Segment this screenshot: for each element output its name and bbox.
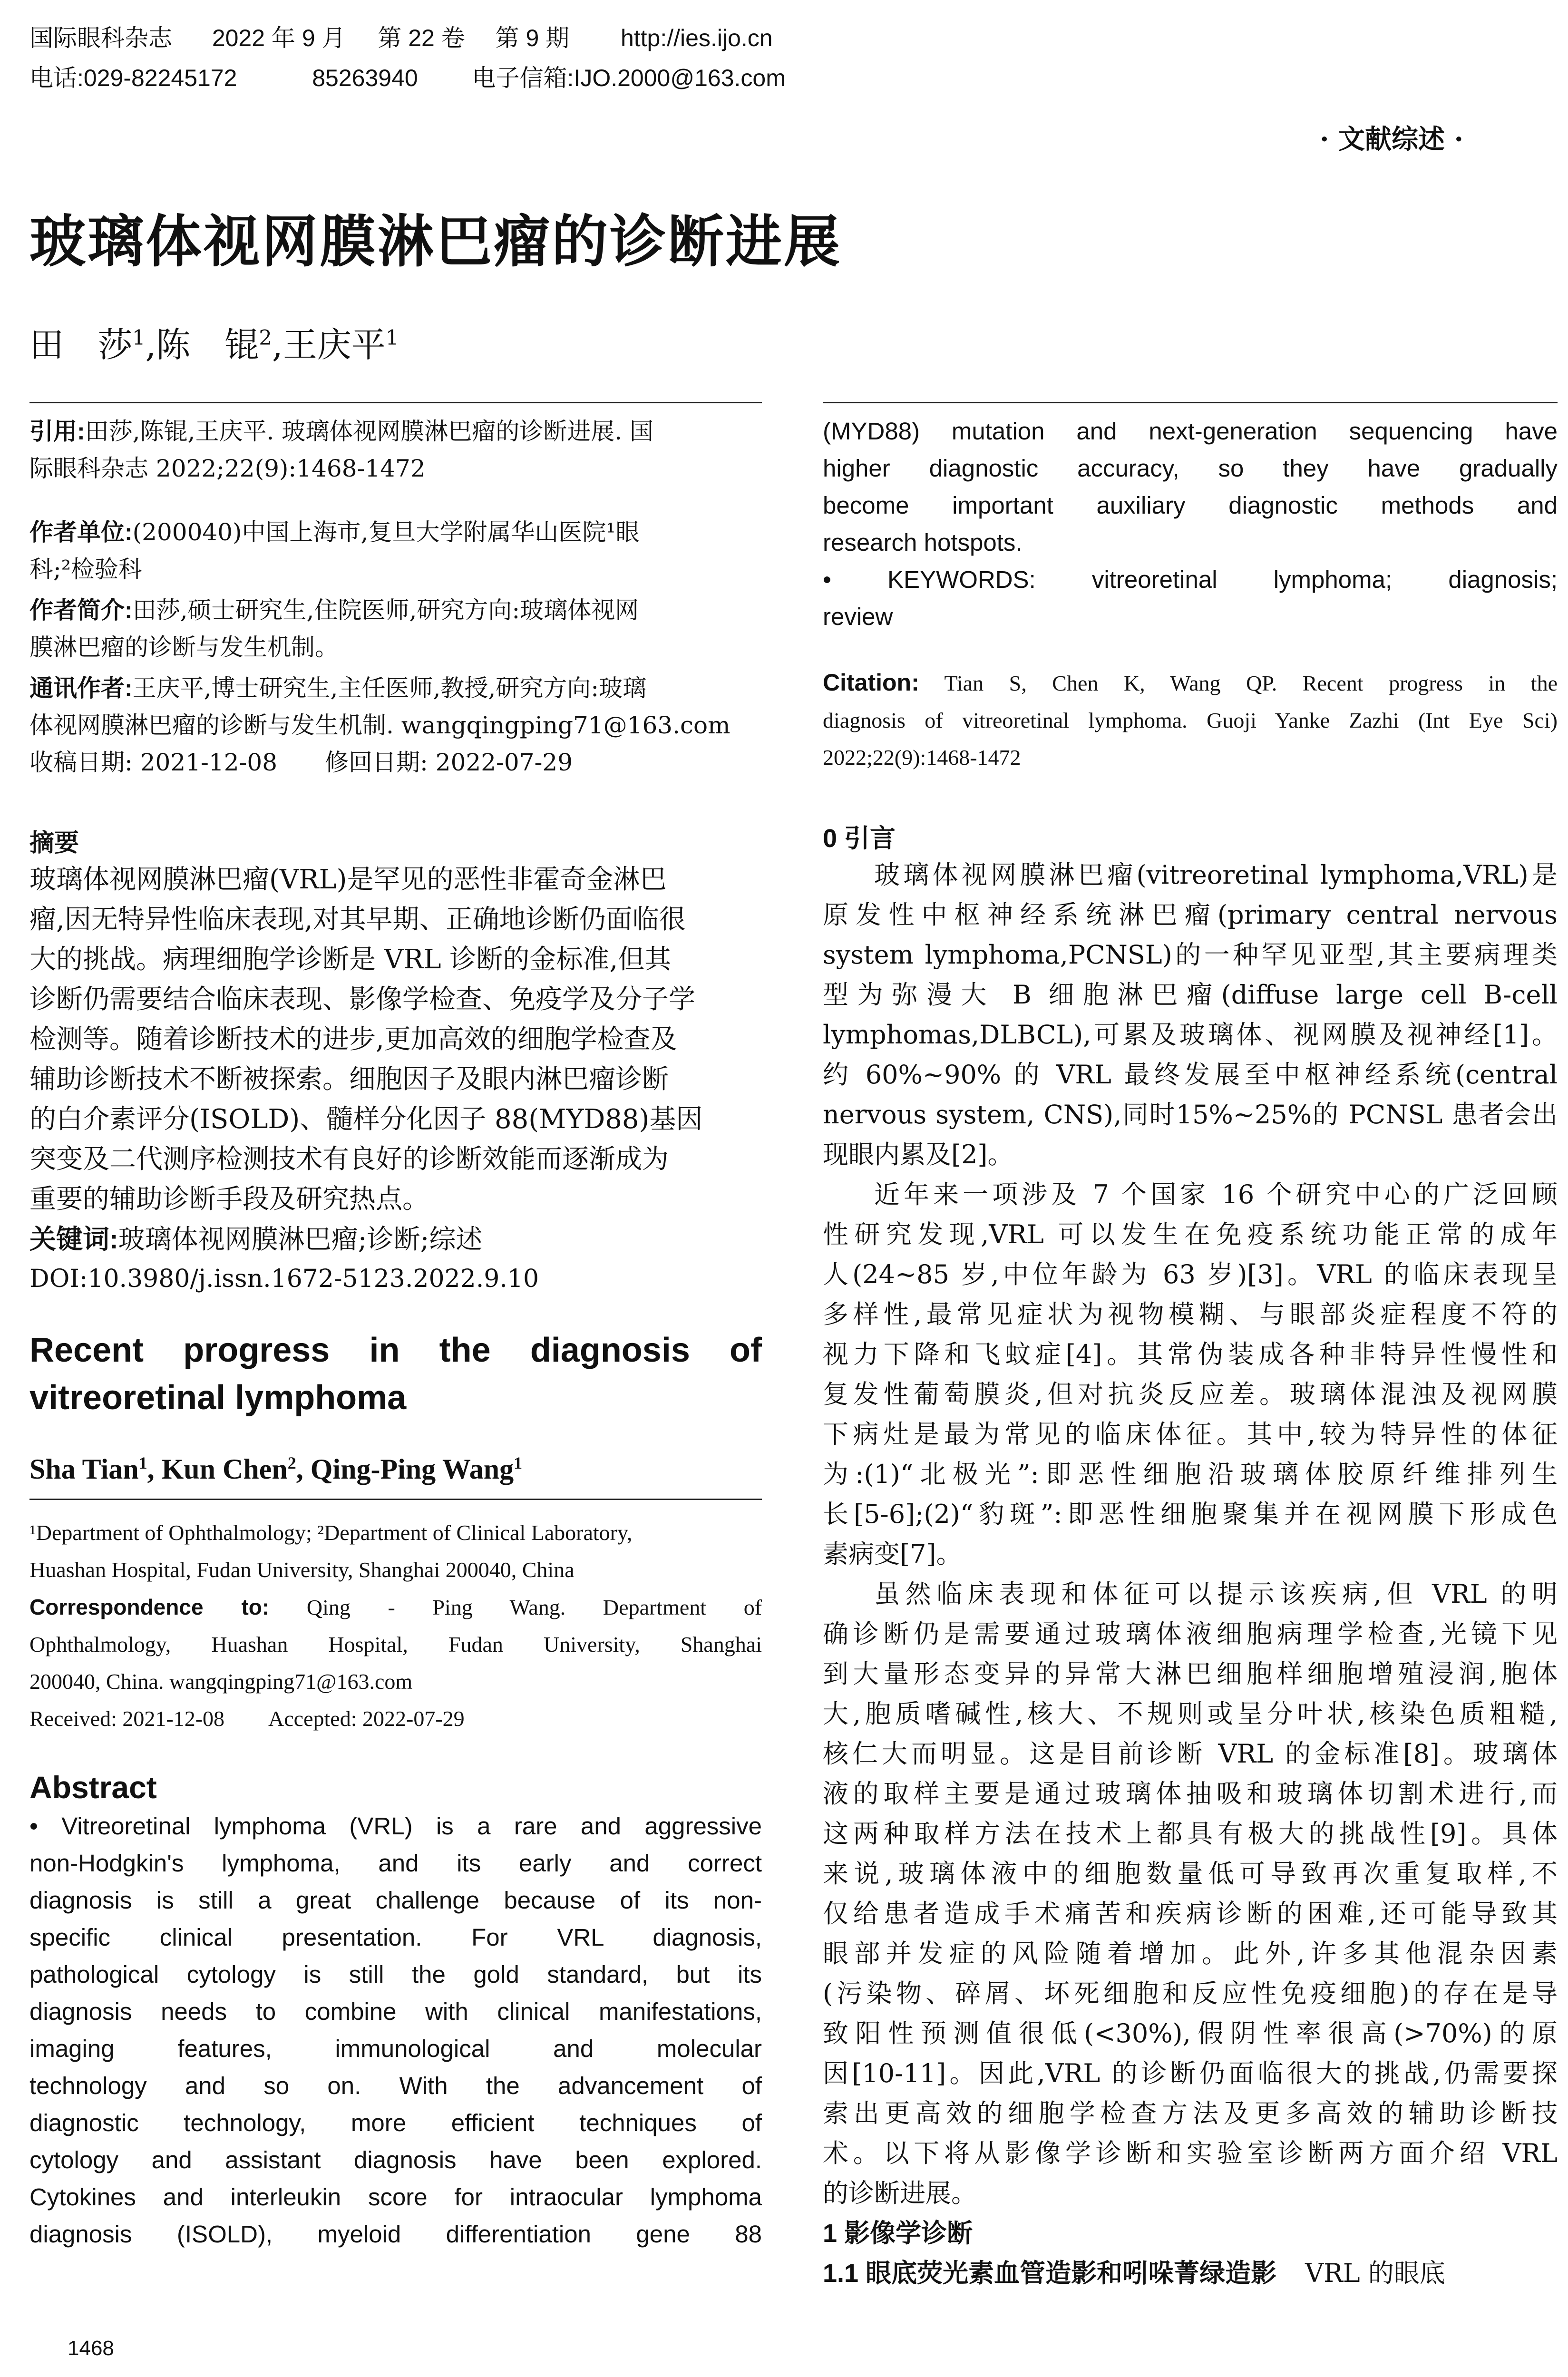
abstract-line: 玻璃体视网膜淋巴瘤(VRL)是罕见的恶性非霍奇金淋巴: [29, 864, 667, 895]
keywords-cn: [29, 1219, 762, 1260]
correspondence-line: Ophthalmology, Huashan Hospital, Fudan University, Shanghai: [29, 1632, 762, 1656]
abstract-heading-en: Abstract: [29, 1770, 157, 1805]
abstract-en-line: diagnosis (ISOLD), myeloid differentiation gene 88: [29, 2221, 762, 2248]
author-3-sup: 1: [385, 326, 399, 350]
correspondence-line: Qing - Ping Wang. Department of: [306, 1595, 762, 1619]
abstract-line: 检测等。随着诊断技术的进步,更加高效的细胞学检查及: [29, 1024, 677, 1055]
intro-paragraph-2: [823, 1175, 1558, 1574]
author-en-2-sup: 2: [287, 1453, 296, 1472]
body-line: 长[5-6];(2)“豹斑”:即恶性细胞聚集并在视网膜下形成色: [823, 1499, 1558, 1529]
abstract-en-line: become important auxiliary diagnostic methods and: [823, 492, 1558, 519]
bio-label: 作者简介:: [29, 597, 133, 623]
corresponding-line: 王庆平,博士研究生,主任医师,教授,研究方向:玻璃: [132, 674, 647, 702]
citation-line: 际眼科杂志 2022;22(9):1468-1472: [29, 455, 426, 482]
corresponding-label: 通讯作者:: [29, 675, 133, 701]
section-heading-intro: 0 引言: [823, 824, 896, 853]
body-line: 视力下降和飞蚊症[4]。其常伪装成各种非特异性慢性和: [823, 1339, 1558, 1369]
body-line: 确诊断仍是需要通过玻璃体液细胞病理学检查,光镜下见: [823, 1619, 1558, 1649]
body-line: 下病灶是最为常见的临床体征。其中,较为特异性的体征: [823, 1419, 1558, 1449]
corresponding-line: 体视网膜淋巴瘤的诊断与发生机制. wangqingping71@163.com: [29, 711, 730, 739]
english-affiliation-line: ¹Department of Ophthalmology; ²Department of Clinical Laboratory,: [29, 1520, 633, 1545]
author-2-sup: 2: [259, 326, 272, 350]
body-line: lymphomas,DLBCL),可累及玻璃体、视网膜及视神经[1]。: [823, 1020, 1558, 1050]
bio-line: 田莎,硕士研究生,住院医师,研究方向:玻璃体视网: [132, 596, 639, 624]
issue: 第 9 期: [495, 25, 570, 51]
subsection-label: 1.1 眼底荧光素血管造影和吲哚菁绿造影: [823, 2259, 1277, 2288]
subsection-text: VRL 的眼底: [1305, 2258, 1445, 2288]
journal-name: 国际眼科杂志: [29, 25, 172, 51]
abstract-en-line: non-Hodgkin's lymphoma, and its early and correct: [29, 1850, 762, 1877]
citation-en-line: 2022;22(9):1468-1472: [823, 745, 1021, 770]
abstract-en-line: technology and so on. With the advancement of: [29, 2072, 762, 2099]
abstract-en-line: Cytokines and interleukin score for intraocular lymphoma: [29, 2183, 762, 2211]
body-line: 来说,玻璃体液中的细胞数量低可导致再次重复取样,不: [823, 1859, 1558, 1889]
abstract-line: 重要的辅助诊断手段及研究热点。: [29, 1184, 429, 1215]
bio-line: 膜淋巴瘤的诊断与发生机制。: [29, 633, 339, 661]
body-line: 的诊断进展。: [823, 2178, 977, 2208]
body-line: 原发性中枢神经系统淋巴瘤(primary central nervous: [823, 900, 1558, 930]
body-line: 素病变[7]。: [823, 1539, 962, 1569]
body-line: 因[10-11]。因此,VRL 的诊断仍面临很大的挑战,仍需要探: [823, 2058, 1558, 2088]
body-line: 眼部并发症的风险随着增加。此外,许多其他混杂因素: [823, 1939, 1558, 1968]
abstract-heading-cn: 摘要: [29, 829, 79, 857]
author-en-2: , Kun Chen: [147, 1453, 288, 1485]
received-dates: 收稿日期: 2021-12-08 修回日期: 2022-07-29: [29, 749, 573, 776]
page-number: 1468: [68, 2337, 114, 2360]
right-divider-top: [823, 402, 1558, 403]
citation-block: [29, 413, 762, 487]
abstract-cn: [29, 860, 762, 1219]
doi[interactable]: DOI:10.3980/j.issn.1672-5123.2022.9.10: [29, 1265, 539, 1293]
abstract-en-line: (MYD88) mutation and next-generation sequencing have: [823, 418, 1558, 445]
intro-paragraph-1: [823, 855, 1558, 1175]
english-affiliation-line: Huashan Hospital, Fudan University, Shanghai 200040, China: [29, 1558, 575, 1582]
section-heading-1: 1 影像学诊断: [823, 2219, 973, 2248]
body-line: 多样性,最常见症状为视物模糊、与眼部炎症程度不符的: [823, 1299, 1558, 1329]
body-line: 索出更高效的细胞学检查方法及更多高效的辅助诊断技: [823, 2098, 1558, 2128]
author-list-cn: [29, 321, 399, 369]
abstract-en-line: • Vitreoretinal lymphoma (VRL) is a rare and aggressive: [29, 1812, 762, 1840]
body-line: 人(24~85 岁,中位年龄为 63 岁)[3]。VRL 的临床表现呈: [823, 1259, 1558, 1289]
abstract-en-line: diagnosis is still a great challenge because of its non-: [29, 1887, 762, 1914]
column-tag: · 文献综述 ·: [1320, 124, 1463, 155]
author-1-sup: 1: [132, 326, 146, 350]
body-line: system lymphoma,PCNSL)的一种罕见亚型,其主要病理类: [823, 940, 1558, 970]
corresponding-block: [29, 670, 762, 781]
citation-en-label: Citation:: [823, 669, 919, 696]
keywords-text: 玻璃体视网膜淋巴瘤;诊断;综述: [118, 1224, 483, 1255]
abstract-en-line: research hotspots.: [823, 529, 1023, 556]
body-line: 为:(1)“北极光”:即恶性细胞沿玻璃体胶原纤维排列生: [823, 1459, 1558, 1489]
abstract-en-line: imaging features, immunological and molecular: [29, 2035, 762, 2062]
body-line: 现眼内累及[2]。: [823, 1140, 1013, 1169]
journal-url[interactable]: http://ies.ijo.cn: [620, 25, 773, 51]
citation-en-line: Tian S, Chen K, Wang QP. Recent progress in the: [944, 671, 1558, 695]
keywords-en: • KEYWORDS: vitreoretinal lymphoma; diagnosis;: [823, 566, 1558, 593]
author-en-1-sup: 1: [138, 1453, 147, 1472]
body-line: 致阳性预测值很低(<30%),假阴性率很高(>70%)的原: [823, 2018, 1558, 2048]
body-line: 液的取样主要是通过玻璃体抽吸和玻璃体切割术进行,而: [823, 1779, 1558, 1809]
body-line: 约 60%~90% 的 VRL 最终发展至中枢神经系统(central: [823, 1060, 1558, 1090]
running-header-line2: [29, 63, 786, 93]
english-received: Received: 2021-12-08 Accepted: 2022-07-29: [29, 1706, 465, 1731]
body-line: 大,胞质嗜碱性,核大、不规则或呈分叶状,核染色质粗糙,: [823, 1699, 1558, 1729]
body-line: 仅给患者造成手术痛苦和疾病诊断的困难,还可能导致其: [823, 1899, 1558, 1929]
right-column: [823, 413, 1558, 2293]
body-line: 核仁大而明显。这是目前诊断 VRL 的金标准[8]。玻璃体: [823, 1739, 1558, 1769]
english-title-line: vitreoretinal lymphoma: [29, 1379, 407, 1417]
english-affiliation: [29, 1514, 762, 1737]
running-header-line1: [29, 23, 773, 53]
affiliation-block: [29, 514, 762, 588]
english-title-line: Recent progress in the diagnosis of: [29, 1331, 762, 1369]
abstract-en-line: pathological cytology is still the gold standard, but its: [29, 1961, 762, 1988]
author-en-3: , Qing-Ping Wang: [296, 1453, 514, 1485]
body-line: 这两种取样方法在技术上都具有极大的挑战性[9]。具体: [823, 1819, 1558, 1849]
bio-block: [29, 592, 762, 666]
email[interactable]: 电子信箱:IJO.2000@163.com: [472, 65, 786, 91]
section-heading-1-1: [823, 2253, 1558, 2293]
author-en-1: Sha Tian: [29, 1453, 139, 1485]
body-line: 型为弥漫大 B 细胞淋巴瘤(diffuse large cell B-cell: [823, 980, 1558, 1010]
citation-en: [823, 664, 1558, 776]
body-line: 近年来一项涉及 7 个国家 16 个研究中心的广泛回顾: [874, 1179, 1558, 1209]
body-line: nervous system, CNS),同时15%~25%的 PCNSL 患者会出: [823, 1100, 1558, 1130]
citation-en-line: diagnosis of vitreoretinal lymphoma. Guoji Yanke Zazhi (Int Eye Sci): [823, 708, 1558, 732]
intro-paragraph-3: [823, 1574, 1558, 2213]
citation-line: 田莎,陈锟,王庆平. 玻璃体视网膜淋巴瘤的诊断进展. 国: [85, 418, 654, 445]
author-en-3-sup: 1: [514, 1453, 523, 1472]
affiliation-line: 科;²检验科: [29, 555, 142, 583]
phone: 电话:029-82245172: [29, 65, 237, 91]
author-list-en: [29, 1450, 762, 1488]
body-line: 虽然临床表现和体征可以提示该疾病,但 VRL 的明: [874, 1579, 1558, 1609]
abstract-en-line: diagnosis needs to combine with clinical manifestations,: [29, 1998, 762, 2025]
left-divider-top: [29, 402, 762, 403]
citation-label: 引用:: [29, 418, 85, 445]
body-line: 复发性葡萄膜炎,但对抗炎反应差。玻璃体混浊及视网膜: [823, 1379, 1558, 1409]
keywords-label: 关键词:: [29, 1224, 118, 1254]
keywords-en-cont: review: [823, 603, 893, 630]
body-line: (污染物、碎屑、坏死细胞和反应性免疫细胞)的存在是导: [823, 1978, 1558, 2008]
abstract-en-line: diagnostic technology, more efficient techniques of: [29, 2109, 762, 2136]
body-line: 术。以下将从影像学诊断和实验室诊断两方面介绍 VRL: [823, 2138, 1558, 2168]
abstract-line: 突变及二代测序检测技术有良好的诊断效能而逐渐成为: [29, 1144, 669, 1175]
issue-date: 2022 年 9 月: [212, 25, 346, 51]
abstract-en-line: higher diagnostic accuracy, so they have gradually: [823, 455, 1558, 482]
volume: 第 22 卷: [378, 25, 465, 51]
abstract-en-continued: [823, 413, 1558, 635]
english-title: [29, 1326, 762, 1422]
abstract-en: [29, 1808, 762, 2253]
abstract-line: 辅助诊断技术不断被探索。细胞因子及眼内淋巴瘤诊断: [29, 1064, 669, 1095]
abstract-line: 大的挑战。病理细胞学诊断是 VRL 诊断的金标准,但其: [29, 944, 672, 975]
abstract-line: 诊断仍需要结合临床表现、影像学检查、免疫学及分子学: [29, 984, 695, 1015]
author-3: ,王庆平: [272, 325, 386, 365]
body-line: 到大量形态变异的异常大淋巴细胞样细胞增殖浸润,胞体: [823, 1659, 1558, 1689]
abstract-line: 瘤,因无特异性临床表现,对其早期、正确地诊断仍面临很: [29, 904, 686, 935]
correspondence-line: 200040, China. wangqingping71@163.com: [29, 1669, 413, 1694]
abstract-line: 的白介素评分(ISOLD)、髓样分化因子 88(MYD88)基因: [29, 1104, 703, 1135]
abstract-en-line: specific clinical presentation. For VRL diagnosis,: [29, 1924, 762, 1951]
author-2: ,陈 锟: [145, 325, 259, 365]
affiliation-label: 作者单位:: [29, 519, 133, 546]
author-1: 田 莎: [29, 325, 133, 365]
affiliation-line: (200040)中国上海市,复旦大学附属华山医院¹眼: [132, 518, 640, 546]
body-line: 玻璃体视网膜淋巴瘤(vitreoretinal lymphoma,VRL)是: [874, 860, 1558, 890]
article-title: 玻璃体视网膜淋巴瘤的诊断进展: [29, 208, 842, 274]
body-line: 性研究发现,VRL 可以发生在免疫系统功能正常的成年: [823, 1219, 1558, 1249]
abstract-en-line: cytology and assistant diagnosis have been explored.: [29, 2146, 762, 2173]
correspondence-label: Correspondence to:: [29, 1595, 270, 1619]
phone2: 85263940: [312, 65, 418, 91]
left-column: [29, 413, 762, 2253]
